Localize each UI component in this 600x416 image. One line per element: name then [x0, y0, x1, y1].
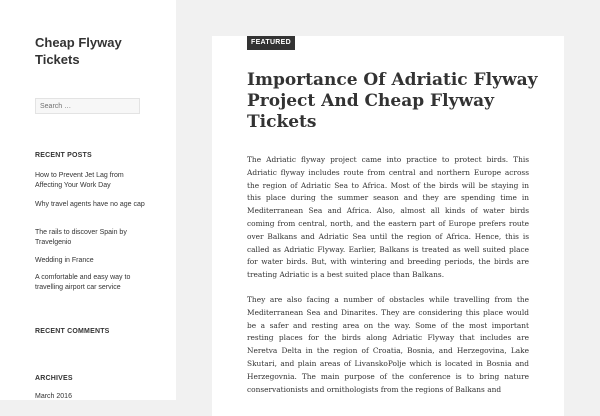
recent-comments-heading: RECENT COMMENTS — [35, 328, 110, 335]
archive-link[interactable]: March 2016 — [35, 393, 72, 400]
archives-heading: ARCHIVES — [35, 375, 73, 382]
article-content — [247, 154, 529, 408]
article-paragraph: They are also facing a number of obstacles while travelling from the Mediterranean Sea and Dinarites. They are considering this place would be a safer and resting area on the way. Some of the most important resting places for the birds along Adriatic Flyway that includes are Neretva Delta in the region of Croatia, Bosnia, and Herzegovina, Lake Skutari, and plain areas of LivanskoPolje which is located in Bosnia and Herzegovnia. The main purpose of the conference is to bring nature conservationists and ornithologists from the regions of Balkans and — [247, 294, 529, 394]
article-paragraph: The Adriatic flyway project came into practice to protect birds. This Adriatic flyway includes route from central and northern Europe across the region of Adriatic Sea to Africa. Most of the birds will be staying in this place during the summer season and they are spending time in Mediterranean Sea and Africa. Also, almost all kinds of water birds coming from central, north, and the eastern part of Europe prefers route over Balkans and Adriatic Sea until the region of Africa. Hence, this is called as Adriatic Flyway. Earlier, Balkans is treated as well suited place for water birds. But, with wintering and breeding periods, the birds are treating Adriatic is a best suited place than Balkans. — [247, 155, 529, 280]
recent-post-link[interactable]: The rails to discover Spain by Travelgenio — [35, 229, 127, 246]
search-input[interactable]: Search … — [35, 98, 140, 114]
article-card — [212, 36, 564, 416]
featured-badge: FEATURED — [247, 36, 295, 50]
sidebar — [0, 0, 176, 400]
recent-posts-heading: RECENT POSTS — [35, 152, 92, 159]
recent-post-link[interactable]: A comfortable and easy way to travelling airport car service — [35, 274, 131, 291]
site-title[interactable]: Cheap Flyway Tickets — [35, 35, 122, 67]
recent-post-link[interactable]: Wedding in France — [35, 257, 94, 264]
recent-post-link[interactable]: Why travel agents have no age cap — [35, 201, 145, 208]
recent-post-link[interactable]: How to Prevent Jet Lag from Affecting Your Work Day — [35, 172, 124, 189]
article-title[interactable]: Importance Of Adriatic Flyway Project And Cheap Flyway Tickets — [247, 70, 538, 132]
